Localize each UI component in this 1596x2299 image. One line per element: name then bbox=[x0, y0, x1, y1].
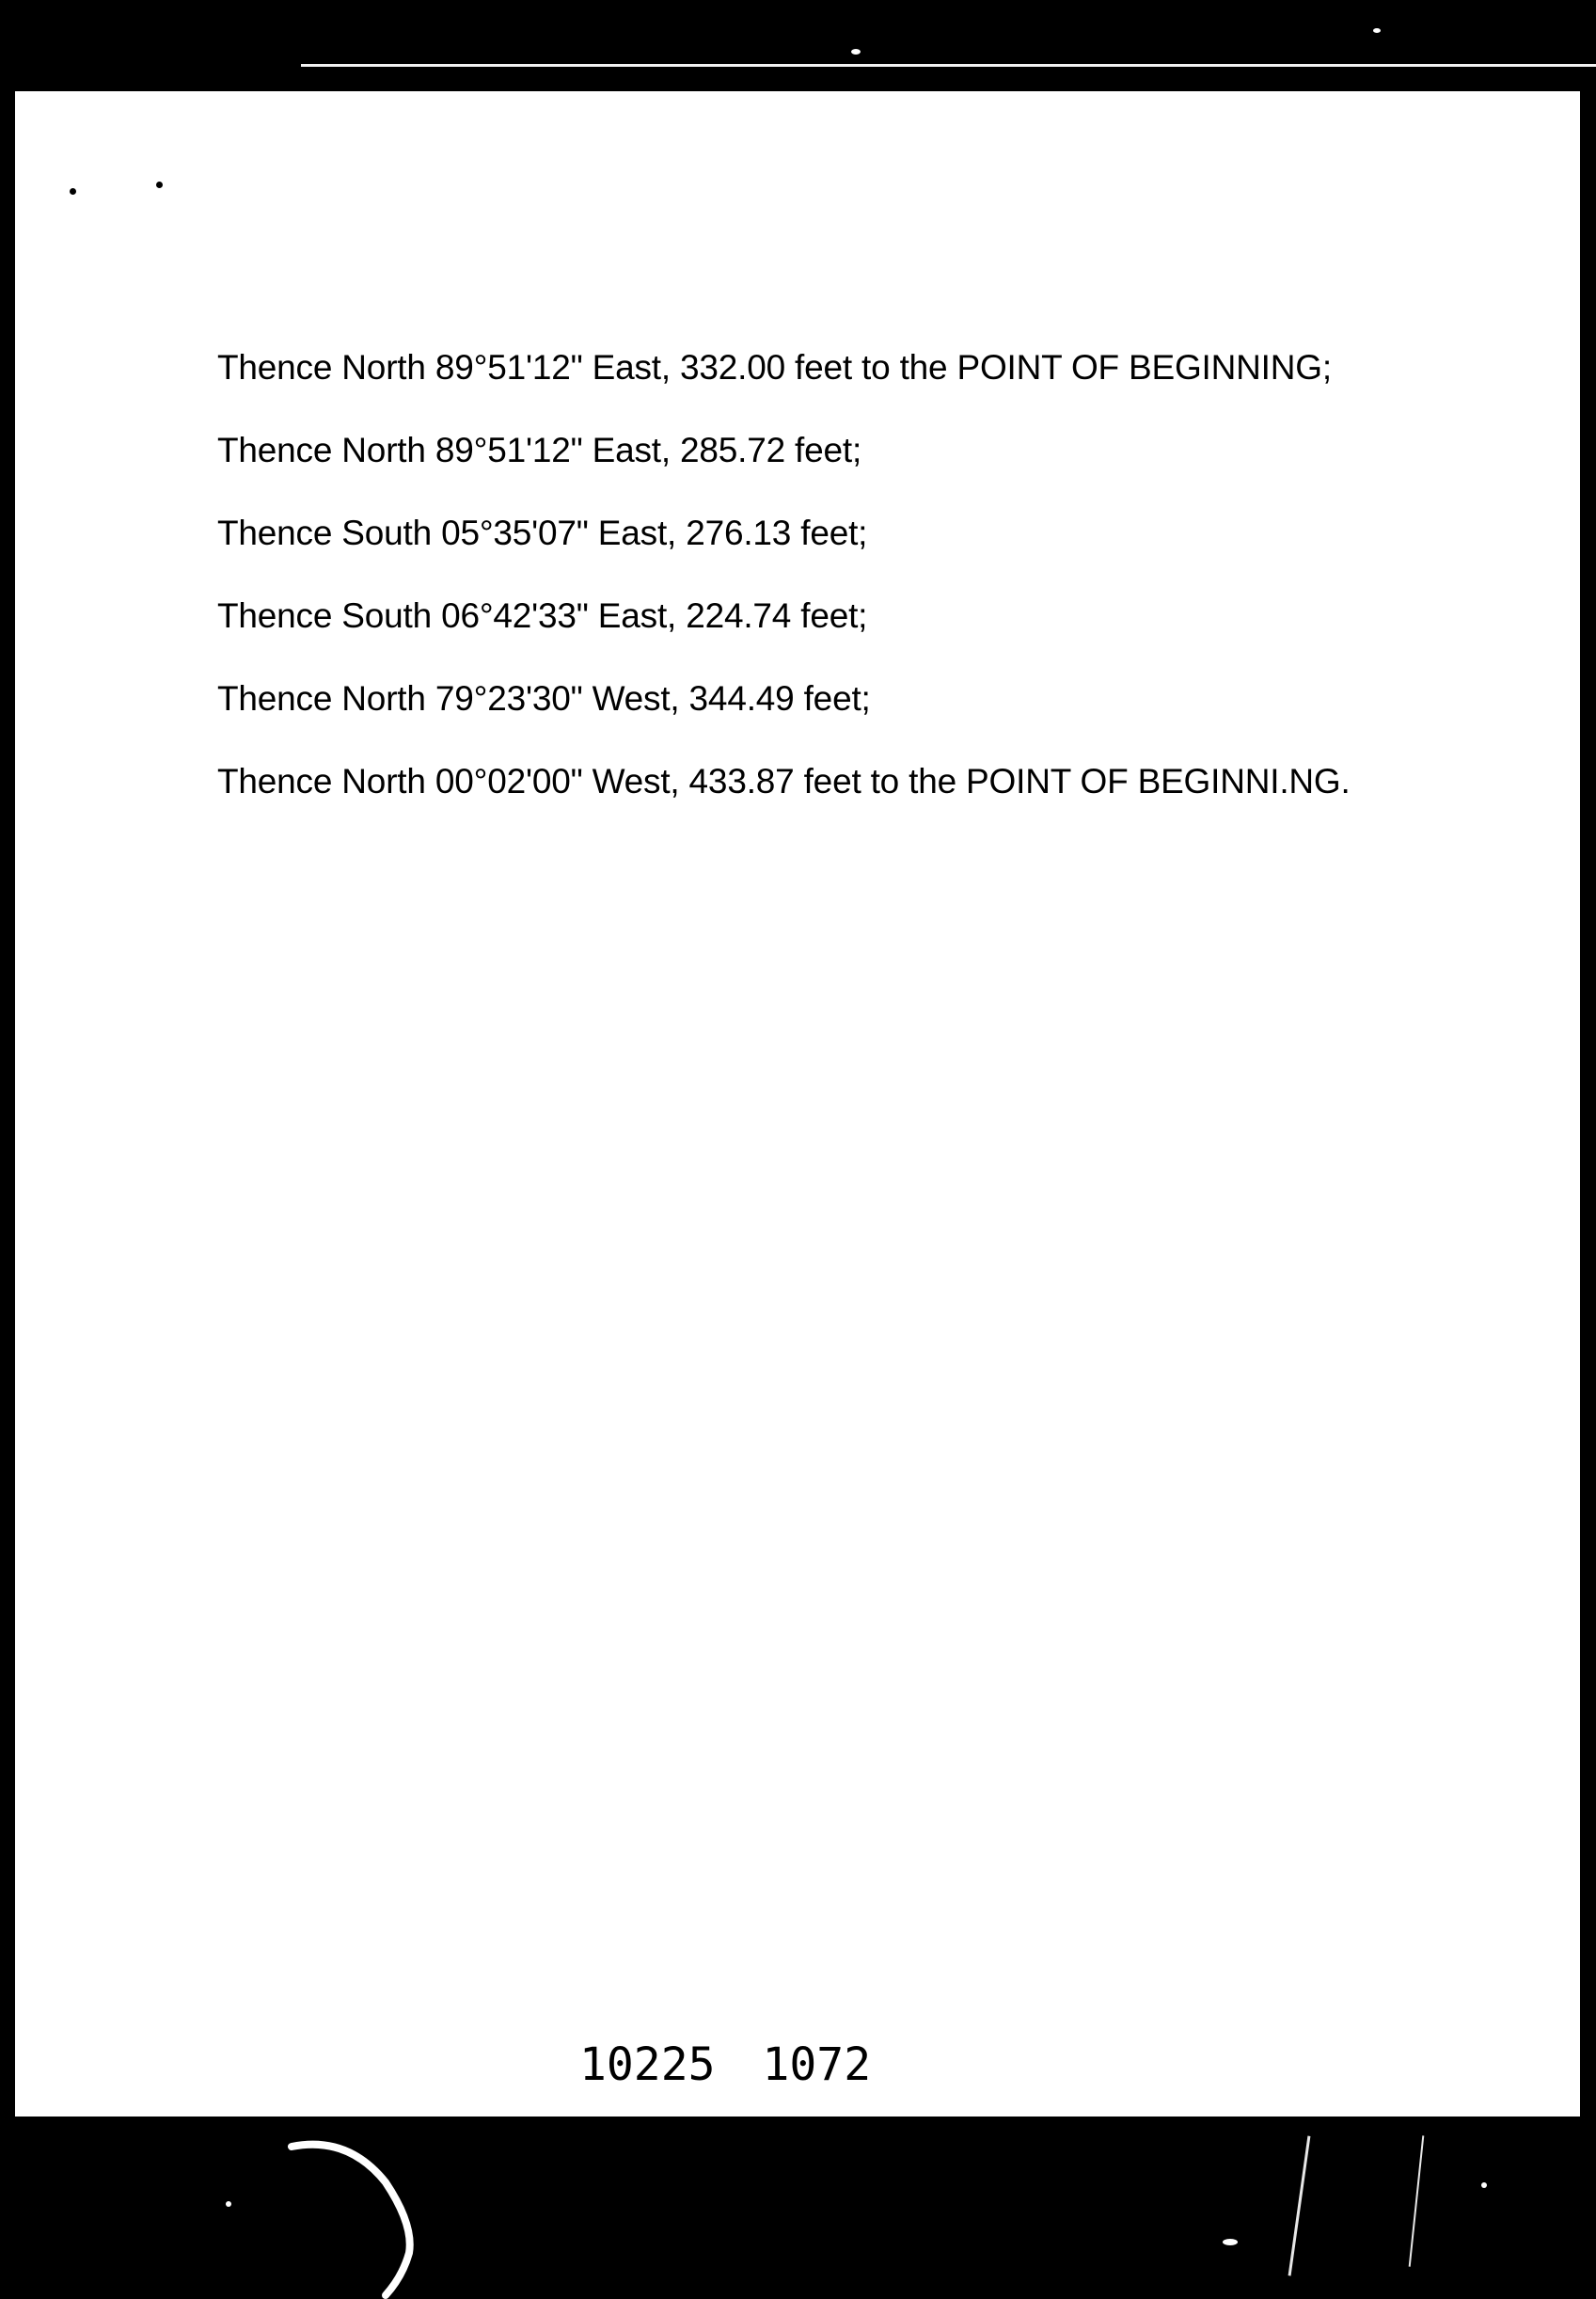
scan-scratch-line bbox=[1288, 2136, 1311, 2276]
scan-scratch-line bbox=[1409, 2135, 1425, 2266]
course-line: Thence North 00°02'00" West, 433.87 feet to the POINT OF BEGINNI.NG. bbox=[217, 762, 1351, 801]
legal-description bbox=[217, 326, 1553, 823]
scan-speck bbox=[851, 49, 861, 55]
scan-speck bbox=[226, 2201, 231, 2207]
page-number-right: 1072 bbox=[762, 2038, 872, 2091]
scan-edge-line bbox=[301, 64, 1596, 67]
scan-speck bbox=[1481, 2182, 1487, 2188]
course-line: Thence North 89°51'12" East, 332.00 feet to the POINT OF BEGINNING; bbox=[217, 348, 1332, 387]
scan-speck bbox=[1373, 28, 1381, 33]
course-line: Thence North 79°23'30" West, 344.49 feet; bbox=[217, 679, 871, 718]
course-line: Thence North 89°51'12" East, 285.72 feet; bbox=[217, 431, 862, 469]
page-number bbox=[579, 2038, 871, 2091]
scan-scratch-mark bbox=[282, 2135, 451, 2299]
page-number-left: 10225 bbox=[579, 2038, 716, 2091]
scan-speck bbox=[1223, 2239, 1238, 2245]
course-line: Thence South 06°42'33" East, 224.74 feet; bbox=[217, 596, 868, 635]
scan-dot bbox=[156, 182, 163, 188]
scan-dot bbox=[70, 188, 76, 195]
course-line: Thence South 05°35'07" East, 276.13 feet; bbox=[217, 514, 868, 552]
document-page bbox=[15, 91, 1580, 2117]
